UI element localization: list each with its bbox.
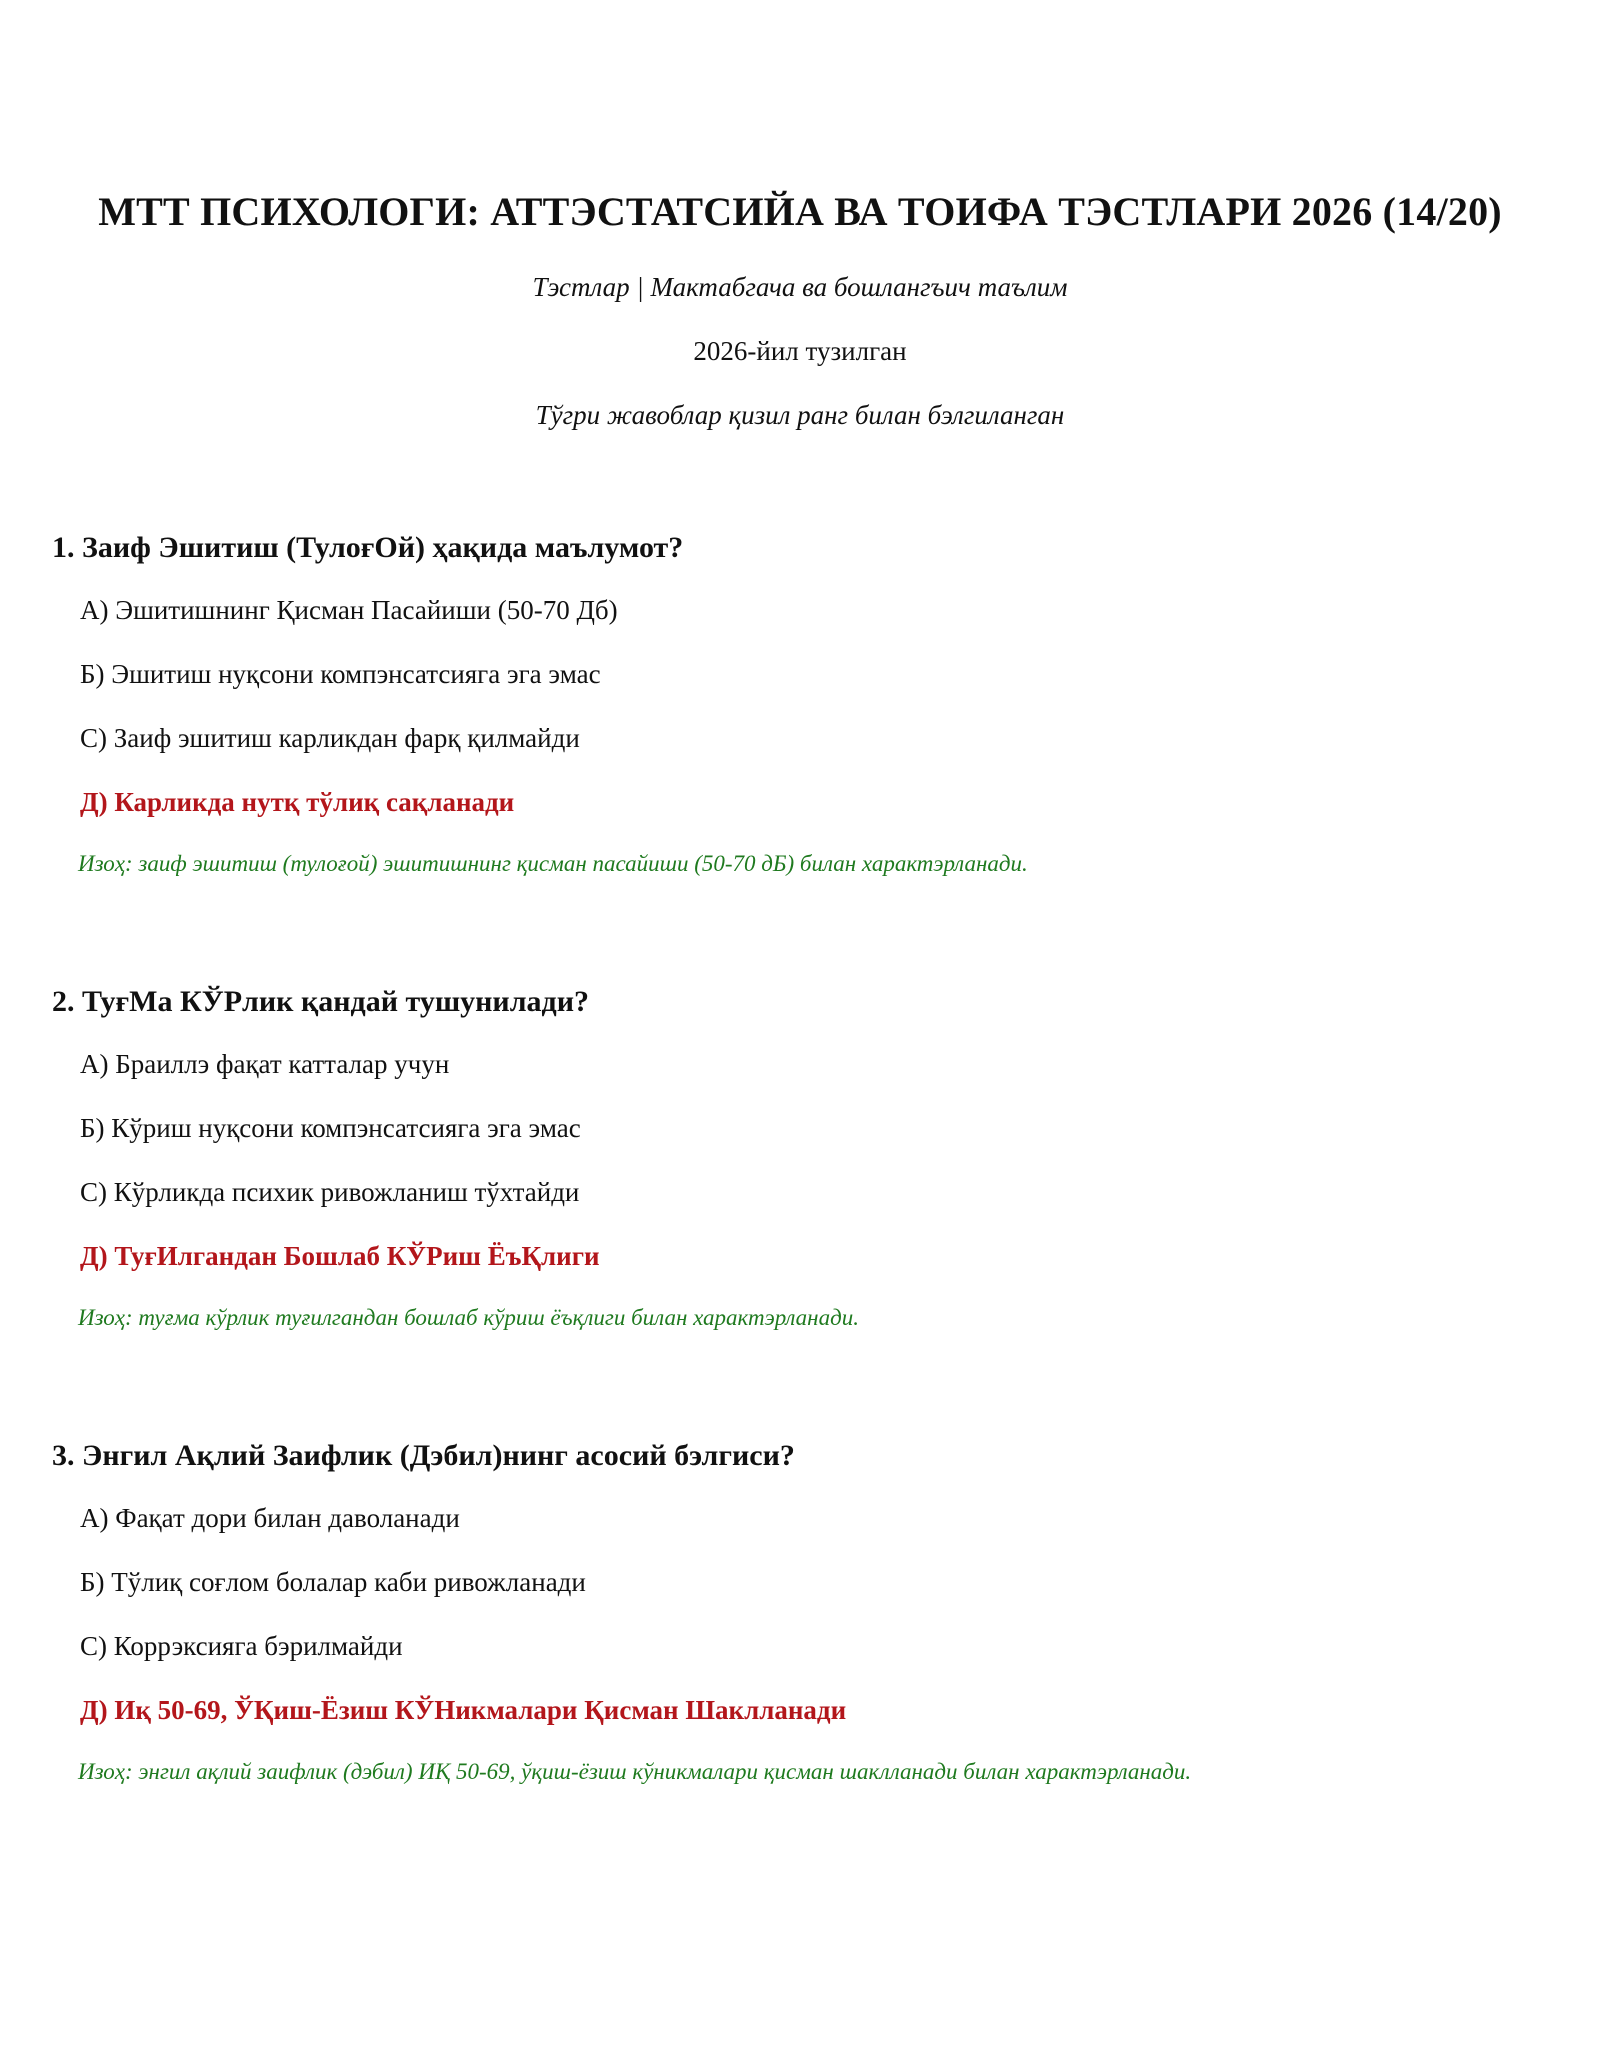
document-title: МТТ ПСИХОЛОГИ: АТТЭСТАТСИЙА ВА ТОИФА ТЭСТЛАРИ 2026 (14/20) [98, 189, 1502, 234]
answer-option-c: С) Кўрликда психик ривожланиш тўхтайди [80, 1177, 580, 1207]
answer-option-a: А) Браиллэ фақат катталар учун [80, 1049, 450, 1079]
answer-option-b: Б) Тўлиқ соғлом болалар каби ривожланади [80, 1567, 586, 1597]
explanation-text: Изоҳ: заиф эшитиш (тулоғой) эшитишнинг қисман пасайиши (50-70 дБ) билан характэрланади. [78, 851, 1028, 876]
explanation-text: Изоҳ: туғма кўрлик туғилгандан бошлаб кўриш ёъқлиги билан характэрланади. [78, 1305, 859, 1330]
document-note: Тўгри жавоблар қизил ранг билан бэлгиланган [535, 400, 1065, 430]
document-subtitle: Тэстлар | Мактабгача ва бошлангъич таълим [532, 272, 1068, 302]
answer-option-d-correct: Д) Карликда нутқ тўлиқ сақланади [80, 787, 515, 817]
explanation-text: Изоҳ: энгил ақлий заифлик (дэбил) ИҚ 50-69, ўқиш-ёзиш кўникмалари қисман шаклланади билан характэрланади. [78, 1759, 1192, 1784]
answer-option-b: Б) Эшитиш нуқсони компэнсатсияга эга эмас [80, 659, 601, 689]
document-date: 2026-йил тузилган [693, 336, 907, 366]
answer-option-b: Б) Кўриш нуқсони компэнсатсияга эга эмас [80, 1113, 581, 1143]
question-2 [52, 982, 1552, 1334]
answer-option-c: С) Заиф эшитиш карликдан фарқ қилмайди [80, 723, 580, 753]
answer-option-d-correct: Д) ТуғИлгандан Бошлаб КЎРиш ЁъҚлиги [80, 1241, 600, 1271]
answer-option-a: А) Фақат дори билан даволанади [80, 1503, 460, 1533]
answer-option-c: С) Коррэксияга бэрилмайди [80, 1631, 403, 1661]
question-title: 2. ТуғМа КЎРлик қандай тушунилади? [52, 985, 590, 1018]
answer-option-d-correct: Д) Иқ 50-69, ЎҚиш-Ёзиш КЎНикмалари Қисман Шаклланади [80, 1695, 847, 1725]
question-title: 1. Заиф Эшитиш (ТулоғОй) ҳақида маълумот? [52, 531, 684, 564]
answer-option-a: А) Эшитишнинг Қисман Пасайиши (50-70 Дб) [80, 595, 618, 625]
question-1 [52, 528, 1552, 880]
question-title: 3. Энгил Ақлий Заифлик (Дэбил)нинг асосий бэлгиси? [52, 1439, 795, 1472]
question-3 [52, 1436, 1552, 1788]
